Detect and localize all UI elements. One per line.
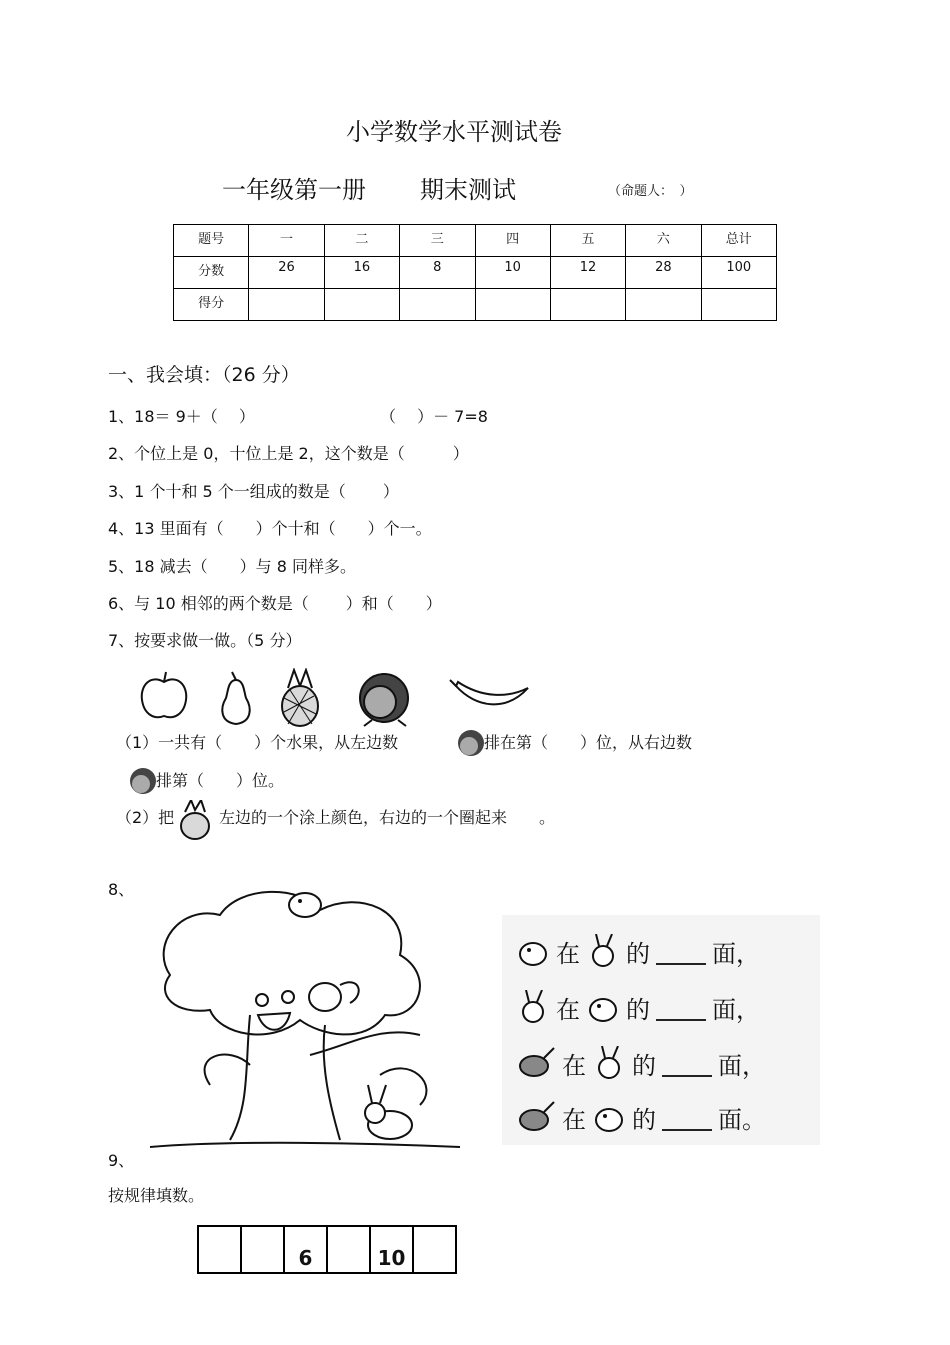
bird-icon — [592, 1100, 626, 1134]
table-cell: 得分 — [174, 289, 249, 321]
question-7-1a: （1）一共有（ ）个水果，从左边数 — [116, 733, 399, 752]
sequence-cell[interactable] — [241, 1226, 284, 1273]
panel-word: 的 — [632, 1051, 656, 1080]
question-1b: （ ）－ 7=8 — [380, 407, 488, 426]
peach-icon — [128, 766, 158, 798]
table-cell: 26 — [249, 257, 324, 289]
answer-blank[interactable] — [656, 937, 706, 965]
table-cell: 五 — [550, 225, 625, 257]
question-7-2b: 左边的一个涂上颜色，右边的一个圈起来 。 — [219, 808, 556, 827]
question-9: 9、 — [108, 1151, 135, 1170]
panel-word: 在 — [556, 939, 580, 968]
pear-icon — [222, 672, 249, 724]
fruit-row — [136, 668, 556, 730]
table-cell: 题号 — [174, 225, 249, 257]
pineapple-icon — [282, 670, 318, 726]
sequence-cell: 10 — [370, 1226, 413, 1273]
question-6: 6、与 10 相邻的两个数是（ ）和（ ） — [108, 594, 442, 613]
panel-word: 在 — [562, 1105, 586, 1134]
score-input-cell[interactable] — [626, 289, 701, 321]
rabbit-icon — [365, 1085, 412, 1139]
table-cell: 10 — [475, 257, 550, 289]
bird-icon — [586, 990, 620, 1024]
sequence-cell[interactable] — [413, 1226, 456, 1273]
squirrel-icon — [516, 1100, 556, 1134]
question-2: 2、个位上是 0，十位上是 2，这个数是（ ） — [108, 444, 469, 463]
panel-row — [516, 1041, 772, 1085]
table-cell: 六 — [626, 225, 701, 257]
table-cell: 28 — [626, 257, 701, 289]
table-cell: 8 — [400, 257, 475, 289]
grade-label: 一年级第一册 — [222, 176, 366, 204]
panel-word: 在 — [562, 1051, 586, 1080]
pineapple-icon — [177, 800, 213, 840]
author-label: （命题人： ） — [608, 184, 693, 199]
exam-label: 期末测试 — [420, 176, 516, 204]
sequence-cell: 6 — [284, 1226, 327, 1273]
answer-blank[interactable] — [662, 1103, 712, 1131]
question-7-1b: 排在第（ ）位，从右边数 — [484, 733, 693, 752]
score-input-cell[interactable] — [324, 289, 399, 321]
score-input-cell[interactable] — [475, 289, 550, 321]
question-3: 3、1 个十和 5 个一组成的数是（ ） — [108, 482, 399, 501]
rabbit-icon — [516, 990, 550, 1024]
table-row — [174, 289, 777, 321]
squirrel-icon — [309, 982, 359, 1011]
tree-illustration — [150, 885, 460, 1155]
panel-word: 面， — [718, 1051, 766, 1080]
table-cell: 100 — [701, 257, 776, 289]
table-cell: 12 — [550, 257, 625, 289]
panel-row — [516, 985, 766, 1029]
score-input-cell[interactable] — [701, 289, 776, 321]
score-table — [173, 224, 777, 321]
position-panel — [502, 915, 820, 1145]
section-heading: 一、我会填：（26 分） — [108, 364, 300, 386]
question-9-text: 按规律填数。 — [108, 1186, 205, 1205]
answer-blank[interactable] — [662, 1049, 712, 1077]
table-cell: 总计 — [701, 225, 776, 257]
apple-icon — [142, 672, 187, 717]
table-cell: 三 — [400, 225, 475, 257]
panel-row — [516, 1095, 772, 1139]
sequence-cell[interactable] — [198, 1226, 241, 1273]
rabbit-icon — [586, 934, 620, 968]
question-7-2a: （2）把 — [116, 808, 175, 827]
sequence-table — [197, 1225, 457, 1274]
question-4: 4、13 里面有（ ）个十和（ ）个一。 — [108, 519, 432, 538]
panel-row — [516, 929, 766, 973]
question-7: 7、按要求做一做。（5 分） — [108, 631, 302, 650]
panel-word: 的 — [626, 995, 650, 1024]
panel-word: 的 — [626, 939, 650, 968]
sequence-cell[interactable] — [327, 1226, 370, 1273]
tree-branch — [310, 1032, 420, 1055]
table-cell: 分数 — [174, 257, 249, 289]
bird-icon — [516, 934, 550, 968]
question-1a: 1、18＝ 9＋（ ） — [108, 407, 255, 426]
question-5: 5、18 减去（ ）与 8 同样多。 — [108, 557, 356, 576]
peach-icon — [456, 728, 486, 762]
face-on-tree — [256, 991, 294, 1030]
table-row — [174, 225, 777, 257]
table-row — [174, 257, 777, 289]
question-7-1c: 排第（ ）位。 — [156, 771, 285, 790]
table-cell: 四 — [475, 225, 550, 257]
question-8: 8、 — [108, 880, 135, 899]
bird-icon — [289, 893, 321, 917]
peach-icon — [360, 674, 408, 726]
table-cell: 16 — [324, 257, 399, 289]
table-cell: 一 — [249, 225, 324, 257]
table-cell: 二 — [324, 225, 399, 257]
panel-word: 面， — [712, 995, 760, 1024]
score-input-cell[interactable] — [400, 289, 475, 321]
tree-crown — [164, 892, 420, 1035]
banana-icon — [450, 680, 528, 704]
panel-word: 在 — [556, 995, 580, 1024]
squirrel-icon — [516, 1046, 556, 1080]
panel-word: 的 — [632, 1105, 656, 1134]
panel-word: 面， — [712, 939, 760, 968]
score-input-cell[interactable] — [550, 289, 625, 321]
page-title: 小学数学水平测试卷 — [346, 118, 562, 146]
score-input-cell[interactable] — [249, 289, 324, 321]
rabbit-icon — [592, 1046, 626, 1080]
panel-word: 面。 — [718, 1105, 766, 1134]
answer-blank[interactable] — [656, 993, 706, 1021]
table-row — [198, 1226, 456, 1273]
